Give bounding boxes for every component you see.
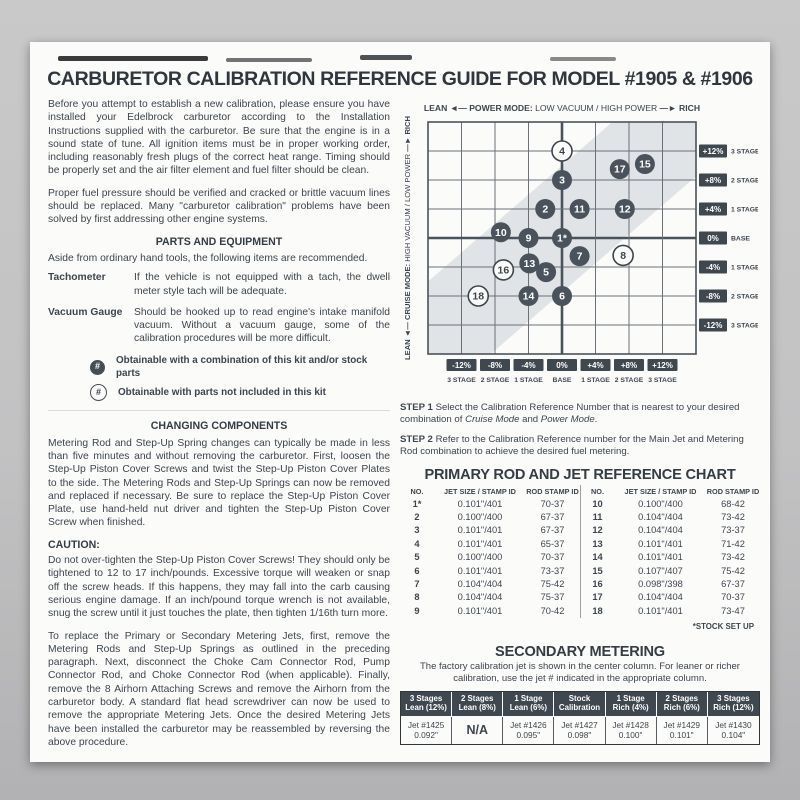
- calibration-steps: [400, 402, 760, 459]
- calibration-point-label: 12: [618, 203, 631, 216]
- calibration-point-label: 9: [525, 232, 532, 245]
- y-tick-percent: +8%: [704, 176, 722, 185]
- y-tick-percent: +12%: [702, 147, 724, 156]
- secondary-header-cell: [708, 692, 759, 717]
- primary-row-no: 14: [592, 552, 603, 563]
- secondary-header-cell: [606, 692, 657, 717]
- primary-row-jet: 0.101"/401: [457, 605, 503, 616]
- primary-table-header: ROD STAMP ID: [526, 486, 579, 496]
- secondary-jet-number: Jet #1425: [407, 719, 445, 730]
- primary-row-jet: 0.100"/400: [457, 552, 503, 563]
- secondary-header-cell: [657, 692, 708, 717]
- equipment-list: [48, 271, 390, 345]
- primary-row-jet: 0.104"/404: [638, 525, 683, 536]
- axis-label-part: LEAN: [403, 339, 412, 361]
- x-tick-percent: +8%: [620, 361, 638, 370]
- primary-row-jet: 0.101"/401: [638, 552, 683, 563]
- primary-row-jet: 0.101"/401: [457, 565, 503, 576]
- secondary-jet-number: Jet #1429: [663, 719, 700, 730]
- y-tick-percent: -8%: [705, 292, 721, 301]
- axis-label-part: —►: [659, 103, 680, 113]
- primary-row-no: 18: [592, 605, 603, 616]
- step-text: and: [519, 414, 541, 426]
- scan-artifact: [226, 58, 312, 62]
- primary-row-jet: 0.100"/400: [457, 511, 503, 522]
- primary-row-no: 6: [414, 565, 420, 576]
- primary-row-rod: 70-42: [540, 605, 565, 616]
- step-paragraph: [400, 402, 760, 427]
- axis-label-part: ◄—: [447, 103, 470, 113]
- axis-label-part: LOW VACUUM / HIGH POWER: [532, 103, 660, 113]
- equipment-item: [48, 271, 390, 298]
- calibration-point-label: 18: [472, 290, 485, 303]
- y-tick-stage: 1 STAGE: [731, 206, 758, 214]
- calibration-point-label: 13: [523, 257, 536, 270]
- step-text: Cruise Mode: [465, 414, 520, 426]
- calibration-point-label: 17: [613, 163, 626, 176]
- x-tick-stage: 2 STAGE: [480, 377, 510, 384]
- secondary-value-cell: [708, 717, 759, 744]
- right-column: [400, 98, 760, 745]
- y-tick-stage: 2 STAGE: [731, 177, 758, 185]
- axis-label-part: ◄—: [403, 320, 412, 340]
- primary-table-right-half: [580, 485, 761, 619]
- x-tick-percent: -12%: [452, 361, 471, 370]
- y-tick-percent: +4%: [704, 205, 722, 214]
- secondary-header-line1: Stock: [568, 694, 591, 703]
- calibration-point-label: 11: [574, 203, 586, 216]
- primary-row-jet: 0.100"/400: [638, 498, 683, 509]
- primary-row-no: 3: [414, 525, 420, 536]
- y-tick-stage: 1 STAGE: [731, 264, 758, 272]
- changing-components-heading: CHANGING COMPONENTS: [150, 420, 288, 433]
- step-text: Select the Calibration Reference Number that is nearest to your desired combination of: [400, 401, 740, 426]
- scan-artifact: [58, 56, 208, 61]
- calibration-point-label: 4: [559, 145, 565, 158]
- primary-row-rod: 70-37: [540, 552, 565, 563]
- x-tick-stage: 1 STAGE: [514, 377, 543, 384]
- secondary-intro: The factory calibration jet is shown in the center column. For leaner or richer calibration, use the jet # indicated in the appropriate column.: [420, 661, 740, 685]
- secondary-value-cell: [452, 717, 503, 744]
- secondary-jet-size: 0.092": [414, 729, 438, 740]
- secondary-header-line1: 2 Stages: [665, 694, 698, 703]
- primary-row-no: 11: [592, 511, 603, 522]
- primary-row-jet: 0.104"/404: [457, 592, 503, 603]
- primary-row-rod: 73-42: [721, 511, 745, 522]
- intro-paragraph-2: Proper fuel pressure should be verified and cracked or brittle vacuum lines should be replaced. Many "carburetor calibration" problems have been solved by first addressing other engine systems.: [48, 187, 390, 226]
- primary-row-no: 7: [414, 579, 420, 589]
- primary-row-rod: 67-37: [721, 579, 745, 589]
- secondary-header-line2: Lean (8%): [458, 702, 496, 712]
- primary-row-jet: 0.104"/404: [638, 592, 683, 603]
- equipment-term: Vacuum Gauge: [48, 306, 123, 318]
- document-sheet: [30, 42, 770, 762]
- primary-row-rod: 75-42: [721, 565, 745, 576]
- legend-item: [90, 354, 390, 381]
- parts-intro: Aside from ordinary hand tools, the following items are recommended.: [48, 252, 368, 264]
- step-text: .: [594, 414, 598, 426]
- x-tick-percent: +12%: [652, 361, 673, 370]
- calibration-point-label: 10: [495, 226, 507, 239]
- secondary-jet-size: 0.095": [516, 729, 541, 740]
- primary-row-no: 12: [592, 525, 603, 536]
- primary-row-no: 4: [414, 538, 420, 549]
- step-label: STEP 1: [400, 401, 436, 413]
- primary-row-rod: 73-37: [540, 565, 565, 576]
- secondary-na-value: N/A: [466, 722, 488, 737]
- equipment-description: Should be hooked up to read engine's intake manifold vacuum. Without a vacuum gauge, some of the calibration procedures will be more difficult.: [134, 306, 390, 345]
- calibration-point-label: 7: [576, 250, 583, 263]
- primary-row-jet: 0.101"/401: [638, 605, 683, 616]
- axis-label-part: CRUISE MODE:: [403, 263, 412, 320]
- calibration-point-label: 3: [559, 174, 565, 187]
- x-tick-stage: 1 STAGE: [581, 377, 610, 384]
- primary-row-jet: 0.101"/401: [638, 538, 683, 549]
- calibration-point-label: 8: [620, 250, 627, 262]
- secondary-metering-title: SECONDARY METERING: [495, 643, 665, 660]
- secondary-value-cell: [554, 717, 605, 744]
- secondary-jet-number: Jet #1426: [510, 719, 547, 730]
- step-label: STEP 2: [400, 433, 436, 445]
- calibration-point-label: 15: [639, 158, 651, 171]
- legend-list: [48, 354, 390, 402]
- step-text: Refer to the Calibration Reference number for the Main Jet and Metering Rod combination to achieve the desired fuel metering.: [400, 433, 744, 458]
- x-tick-stage: 2 STAGE: [614, 377, 644, 384]
- secondary-header-cell: [401, 692, 452, 717]
- primary-row-jet: 0.104"/404: [638, 511, 683, 522]
- secondary-header-cell: [452, 692, 503, 717]
- axis-label-part: RICH: [403, 115, 412, 135]
- power-mode-axis-label: [424, 103, 700, 113]
- secondary-jet-number: Jet #1430: [715, 719, 752, 730]
- primary-row-rod: 73-42: [721, 552, 745, 563]
- secondary-jet-number: Jet #1428: [612, 719, 649, 730]
- secondary-header-line2: Lean (12%): [405, 702, 447, 712]
- calibration-point-label: 1*: [557, 232, 567, 245]
- primary-row-no: 13: [592, 538, 603, 549]
- changing-paragraph: Metering Rod and Step-Up Spring changes can typically be made in less than five minutes and without removing the carburetor. First, loosen the Step-Up Piston Cover Screws and twist the Step-Up Piston Cover Plates to the side. The Metering Rods and Step-Up Springs can now be removed and replaced if necessary. Be sure to replace the Step-Up Piston Cover Plate, use hand-held nut driver and tighten the Step-Up Piston Cover Screw when finished.: [48, 437, 390, 529]
- secondary-header-line1: 3 Stages: [717, 694, 750, 703]
- secondary-jet-size: 0.101": [669, 729, 694, 740]
- x-tick-stage: 3 STAGE: [648, 377, 677, 384]
- primary-row-rod: 73-37: [721, 525, 745, 536]
- secondary-header-cell: [503, 692, 554, 717]
- calibration-point-label: 2: [542, 203, 549, 216]
- primary-row-rod: 75-42: [540, 579, 565, 589]
- x-tick-percent: 0%: [556, 361, 568, 370]
- secondary-metering-table: [400, 691, 760, 745]
- calibration-point-label: 5: [543, 266, 550, 279]
- y-tick-stage: 3 STAGE: [731, 322, 758, 330]
- section-divider: [48, 410, 390, 411]
- x-tick-percent: -4%: [521, 361, 536, 370]
- y-tick-percent: -12%: [703, 321, 723, 330]
- x-tick-stage: BASE: [552, 377, 572, 384]
- primary-row-jet: 0.101"/401: [457, 498, 503, 509]
- primary-row-rod: 70-37: [540, 498, 565, 509]
- primary-row-no: 9: [414, 605, 420, 616]
- primary-row-rod: 73-47: [721, 605, 745, 616]
- secondary-value-cell: [503, 717, 554, 744]
- step-paragraph: [400, 434, 760, 459]
- primary-table-header: JET SIZE / STAMP ID: [624, 486, 697, 496]
- calibration-point-label: 6: [559, 290, 565, 303]
- secondary-value-cell: [606, 717, 657, 744]
- primary-row-no: 2: [414, 511, 420, 522]
- parts-equipment-heading: PARTS AND EQUIPMENT: [155, 235, 283, 248]
- secondary-header-line1: 1 Stage: [616, 694, 645, 703]
- y-tick-percent: -4%: [705, 263, 721, 272]
- intro-paragraph-1: Before you attempt to establish a new calibration, please ensure you have installed your Edelbrock carburetor according to the Installation Instructions supplied with the carburetor. Be sure that the engine is in a sound state of tune. All ignition items must be in proper working order, including reasonably fresh plugs of the correct heat range. Timing should be properly set and the air filter element and fuel filter should be clean.: [48, 99, 390, 177]
- equipment-item: [48, 306, 390, 346]
- axis-label-part: RICH: [679, 103, 701, 113]
- scan-artifact: [360, 55, 412, 60]
- primary-table-header: JET SIZE / STAMP ID: [444, 486, 516, 496]
- caution-heading: CAUTION:: [48, 538, 100, 551]
- primary-row-jet: 0.101"/401: [457, 538, 503, 549]
- y-tick-stage: BASE: [731, 235, 750, 243]
- primary-row-no: 10: [592, 498, 603, 509]
- primary-row-rod: 68-42: [721, 498, 745, 509]
- equipment-term: Tachometer: [48, 272, 106, 284]
- y-tick-stage: 2 STAGE: [731, 293, 758, 301]
- primary-row-no: 8: [414, 592, 420, 603]
- axis-label-part: —►: [403, 134, 412, 152]
- cruise-mode-axis-label: [403, 116, 412, 360]
- scan-artifact: [550, 57, 616, 61]
- legend-item-text: Obtainable with a combination of this kit and/or stock parts: [116, 354, 368, 380]
- secondary-header-cell: [554, 692, 605, 717]
- secondary-header-line1: 3 Stages: [409, 694, 443, 703]
- primary-row-rod: 65-37: [540, 538, 565, 549]
- left-column: [48, 98, 390, 758]
- kit-parts-symbol-icon: #: [90, 360, 105, 375]
- primary-row-no: 1*: [412, 498, 422, 509]
- primary-row-jet: 0.101"/401: [457, 525, 503, 536]
- secondary-header-line2: Calibration: [558, 702, 601, 712]
- non-kit-parts-symbol-icon: #: [90, 384, 107, 401]
- primary-row-rod: 71-42: [721, 538, 745, 549]
- axis-label-part: LEAN: [423, 103, 448, 113]
- page-title: CARBURETOR CALIBRATION REFERENCE GUIDE FOR MODEL #1905 & #1906: [47, 68, 753, 90]
- secondary-jet-size: 0.104": [721, 729, 746, 740]
- primary-table-left-half: [400, 485, 580, 619]
- primary-table-header: NO.: [410, 486, 424, 496]
- primary-row-rod: 70-37: [721, 592, 745, 603]
- x-tick-percent: -8%: [487, 361, 503, 370]
- secondary-header-line1: 1 Stage: [514, 694, 543, 703]
- stock-setup-footnote: *STOCK SET UP: [692, 622, 754, 632]
- y-tick-percent: 0%: [707, 234, 719, 243]
- caution-paragraph: Do not over-tighten the Step-Up Piston Cover Screws! They should only be tightened to 12 to 17 inch/pounds. Excessive torque will weaken or snap off the screw heads. If this happens, they may fall into the carb causing serious engine damage. If an inch/pound torque wrench is not available, snug the screw until it just touches the plate, then tighten 1/16th turn more.: [48, 555, 390, 620]
- secondary-value-cell: [657, 717, 708, 744]
- replace-jets-paragraph: To replace the Primary or Secondary Metering Jets, first, remove the Metering Rods and Step-Up Springs as outlined in the preceding paragraph. Next, disconnect the Choke Cam Connector Rod, Pump Connector Rod, and Choke Connector Rod (when applicable). Finally, remove the 8 Airhorn Attaching Screws and remove the Airhorn from the carburetor body. A standard flat head screwdriver can now be used to remove the appropriate Metering Jets. Once the desired Metering Jets have been installed the carburetor may be reassembled by reversing the above procedure.: [48, 630, 390, 748]
- primary-row-jet: 0.104"/404: [457, 579, 503, 589]
- step-text: Power Mode: [540, 414, 595, 426]
- axis-label-part: POWER MODE:: [469, 103, 533, 113]
- primary-row-no: 16: [592, 579, 603, 589]
- primary-row-jet: 0.098"/398: [638, 579, 683, 589]
- x-tick-stage: 3 STAGE: [447, 377, 476, 384]
- primary-row-rod: 67-37: [540, 525, 565, 536]
- primary-row-rod: 75-37: [540, 592, 565, 603]
- calibration-point-label: 16: [497, 264, 510, 277]
- primary-row-rod: 67-37: [540, 511, 565, 522]
- y-tick-stage: 3 STAGE: [731, 148, 758, 156]
- primary-row-jet: 0.107"/407: [638, 565, 683, 576]
- legend-item-text: Obtainable with parts not included in this kit: [118, 387, 326, 399]
- secondary-jet-number: Jet #1427: [561, 719, 598, 730]
- primary-row-no: 17: [592, 592, 603, 603]
- primary-table-header: NO.: [591, 486, 604, 496]
- secondary-header-line2: Rich (4%): [612, 702, 649, 712]
- calibration-point-label: 14: [522, 290, 535, 303]
- primary-rod-jet-table: [400, 485, 760, 619]
- secondary-jet-size: 0.100": [618, 729, 643, 740]
- x-tick-percent: +4%: [587, 361, 604, 370]
- primary-row-no: 15: [592, 565, 603, 576]
- axis-label-part: HIGH VACUUM / LOW POWER: [403, 151, 412, 264]
- primary-table-header: ROD STAMP ID: [706, 486, 760, 496]
- secondary-value-cell: [401, 717, 452, 744]
- primary-table-title: PRIMARY ROD AND JET REFERENCE CHART: [424, 466, 736, 483]
- secondary-jet-size: 0.098": [567, 729, 592, 740]
- equipment-description: If the vehicle is not equipped with a tach, the dwell meter style tach will be adequate.: [134, 272, 390, 297]
- primary-row-no: 5: [414, 552, 420, 563]
- secondary-header-line2: Lean (6%): [509, 702, 547, 712]
- secondary-header-line1: 2 Stages: [460, 694, 494, 703]
- calibration-chart: [400, 98, 758, 390]
- secondary-header-line2: Rich (12%): [713, 702, 754, 712]
- secondary-header-line2: Rich (6%): [663, 702, 700, 712]
- legend-item: [90, 384, 390, 401]
